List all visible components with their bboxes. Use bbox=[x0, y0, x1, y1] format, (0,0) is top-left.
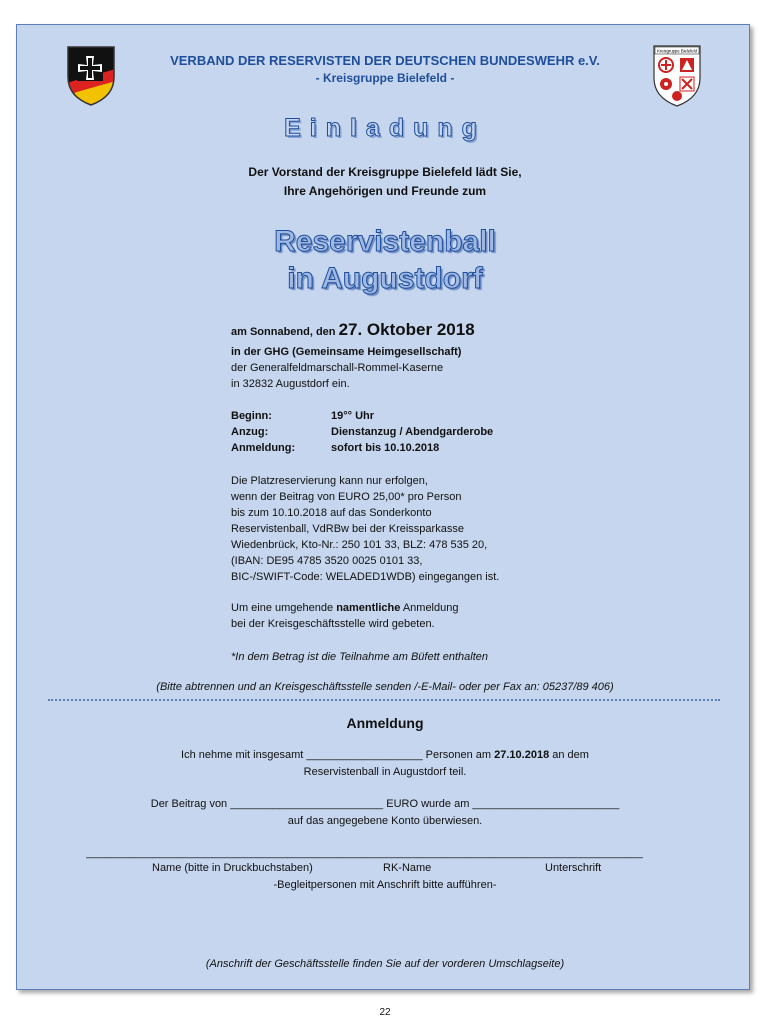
invitation-title: Einladung bbox=[284, 114, 486, 142]
association-name: VERBAND DER RESERVISTEN DER DEUTSCHEN BUNDESWEHR e.V. bbox=[170, 53, 600, 68]
venue-line: in der GHG (Gemeinsame Heimgesellschaft) bbox=[231, 346, 462, 358]
address-note: (Anschrift der Geschäftsstelle finden Sie auf der vorderen Umschlagseite) bbox=[205, 958, 565, 970]
reservation-line: Die Platzreservierung kann nur erfolgen, bbox=[231, 475, 428, 487]
intro-line-2: Ihre Angehörigen und Freunde zum bbox=[283, 184, 487, 198]
schedule-label: Anmeldung: bbox=[231, 442, 296, 454]
reservation-line: BIC-/SWIFT-Code: WELADED1WDB) eingegangen ist. bbox=[231, 571, 500, 583]
reservation-line: Wiedenbrück, Kto-Nr.: 250 101 33, BLZ: 478 535 20, bbox=[231, 539, 488, 551]
persons-line-2: Reservistenball in Augustdorf teil. bbox=[303, 766, 467, 778]
persons-text: Ich nehme mit insgesamt ___________________ Personen am bbox=[181, 749, 495, 761]
persons-text: an dem bbox=[549, 749, 589, 761]
event-title-line-2: in Augustdorf bbox=[287, 262, 483, 295]
persons-line bbox=[0, 749, 770, 761]
persons-date: 27.10.2018 bbox=[494, 749, 550, 761]
cut-line bbox=[48, 699, 720, 701]
event-title-line-1: Reservistenball bbox=[274, 225, 496, 258]
reservation-line: wenn der Beitrag von EURO 25,00* pro Person bbox=[231, 491, 462, 503]
footnote: *In dem Betrag ist die Teilnahme am Büfett enthalten bbox=[231, 651, 489, 663]
request-text: Anmeldung bbox=[400, 602, 459, 614]
signature-line: ___________________________________________________________________________________________ bbox=[86, 847, 643, 859]
reservation-line: Reservistenball, VdRBw bei der Kreissparkasse bbox=[231, 523, 464, 535]
request-line-2: bei der Kreisgeschäftsstelle wird gebeten. bbox=[231, 618, 435, 630]
group-name: - Kreisgruppe Bielefeld - bbox=[315, 71, 455, 85]
cut-note: (Bitte abtrennen und an Kreisgeschäftsstelle senden /-E-Mail- oder per Fax an: 05237/89 406) bbox=[156, 681, 614, 693]
place-line-2: in 32832 Augustdorf ein. bbox=[231, 378, 350, 390]
rk-name-label: RK-Name bbox=[383, 862, 432, 874]
crest-label: Kreisgruppe Bielefeld bbox=[657, 48, 697, 54]
companions-note: -Begleitpersonen mit Anschrift bitte aufführen- bbox=[273, 879, 497, 891]
event-date: 27. Oktober 2018 bbox=[338, 320, 475, 339]
place-line-1: der Generalfeldmarschall-Rommel-Kaserne bbox=[231, 362, 444, 374]
schedule-value: sofort bis 10.10.2018 bbox=[331, 442, 440, 454]
page-number: 22 bbox=[379, 1007, 391, 1018]
registration-title: Anmeldung bbox=[346, 715, 424, 731]
schedule-value: Dienstanzug / Abendgarderobe bbox=[331, 426, 494, 438]
date-prefix: am Sonnabend, den bbox=[231, 326, 336, 338]
reservation-line: bis zum 10.10.2018 auf das Sonderkonto bbox=[231, 507, 432, 519]
schedule-label: Beginn: bbox=[231, 410, 272, 422]
schedule-label: Anzug: bbox=[231, 426, 269, 438]
schedule-value: 19°° Uhr bbox=[331, 410, 375, 422]
event-date-line bbox=[231, 322, 475, 340]
intro-line-1: Der Vorstand der Kreisgruppe Bielefeld lädt Sie, bbox=[248, 165, 522, 179]
fee-line-2: auf das angegebene Konto überwiesen. bbox=[287, 815, 483, 827]
request-line-1 bbox=[231, 600, 458, 616]
fee-line-1: Der Beitrag von _________________________ EURO wurde am ________________________ bbox=[150, 798, 620, 810]
signature-label: Unterschrift bbox=[545, 862, 602, 874]
request-text: Um eine umgehende bbox=[231, 602, 337, 614]
request-emphasis: namentliche bbox=[336, 602, 401, 614]
reservation-line: (IBAN: DE95 4785 3520 0025 0101 33, bbox=[231, 555, 423, 567]
name-label: Name (bitte in Druckbuchstaben) bbox=[152, 862, 313, 874]
